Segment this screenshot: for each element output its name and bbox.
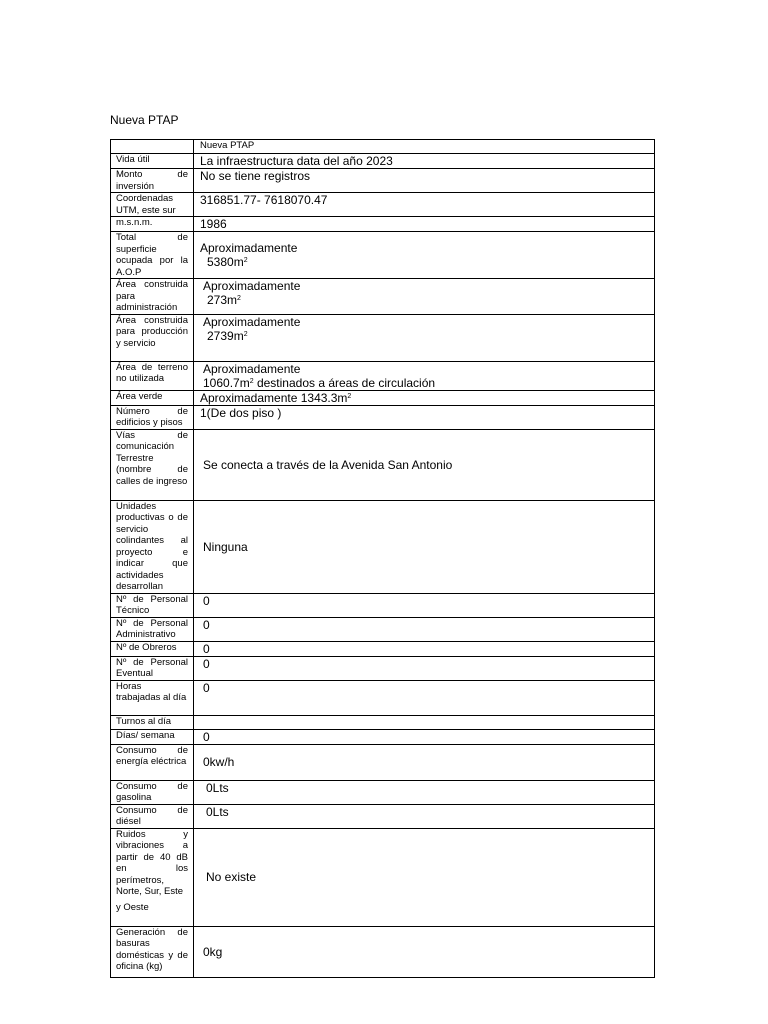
row-value: Se conecta a través de la Avenida San Antonio [194,429,655,500]
value-line: Aproximadamente [203,279,301,293]
row-value: 0Lts [194,804,655,828]
row-value: La infraestructura data del año 2023 [194,154,655,169]
value-text: destinados a áreas de circulación [253,375,436,390]
superscript: 2 [347,392,352,400]
superscript: 2 [237,295,241,302]
value-line: Aproximadamente [203,361,301,376]
row-label: Área construida para administración [111,279,194,315]
row-value: Ninguna [194,500,655,593]
table-row [111,715,655,729]
row-value [194,715,655,729]
table-row [111,804,655,828]
row-label: Nº de Personal Técnico [111,593,194,617]
table-row [111,656,655,680]
row-label: Consumo de diésel [111,804,194,828]
row-value: 1986 [194,217,655,232]
row-value [194,279,655,315]
row-value: 0Lts [194,780,655,804]
value-text: 5380m [207,255,244,269]
row-label: Total de superficie ocupada por la A.O.P [111,232,194,279]
row-value [194,390,655,405]
row-label: Consumo de gasolina [111,780,194,804]
row-value [194,314,655,361]
table-row [111,617,655,641]
row-label: Generación de basuras domésticas y de oficina (kg) [111,926,194,977]
table-row [111,405,655,429]
table-row [111,169,655,193]
row-value: 0kw/h [194,744,655,780]
table-row [111,828,655,926]
ptap-info-table [110,139,655,978]
table-row [111,780,655,804]
superscript: 2 [243,330,248,338]
row-value: 0 [194,680,655,715]
row-label: Consumo de energía eléctrica [111,744,194,780]
table-row [111,390,655,405]
table-row [111,193,655,217]
row-label-text: y Oeste [116,901,149,913]
row-label: Horas trabajadas al día [111,680,194,715]
row-value: No se tiene registros [194,169,655,193]
row-value: 0kg [194,926,655,977]
table-row [111,680,655,715]
value-text: 1060.7m [203,375,250,390]
value-text: 273m [207,293,238,307]
page-title: Nueva PTAP [110,113,179,127]
value-line [200,255,654,269]
row-label: Coordenadas UTM, este sur [111,193,194,217]
row-label: Área de terreno no utilizada [111,361,194,390]
row-value: 0 [194,729,655,744]
value-line [203,293,654,307]
row-label: m.s.n.m. [111,217,194,232]
table-row [111,217,655,232]
row-label [111,828,194,926]
row-value: 1(De dos piso ) [194,405,655,429]
row-value: 0 [194,641,655,656]
superscript: 2 [249,377,254,385]
row-label: Turnos al día [111,715,194,729]
row-value: 0 [194,617,655,641]
table-row [111,361,655,390]
row-label: Monto de inversión [111,169,194,193]
row-label: Nº de Obreros [111,641,194,656]
row-label: Área construida para producción y servicio [111,314,194,361]
table-row [111,500,655,593]
row-value [194,361,655,390]
value-line: Aproximadamente [200,241,298,255]
value-text: 2739m [207,328,244,343]
value-line: Aproximadamente [203,314,301,329]
table-row [111,926,655,977]
row-label: Unidades productivas o de servicio colindantes al proyecto e indicar que actividades desarrollan [111,500,194,593]
row-label: Área verde [111,390,194,405]
row-label: Vías de comunicación Terrestre (nombre de calles de ingreso [111,429,194,500]
table-row [111,729,655,744]
table-header-row [111,140,655,154]
row-label: Número de edificios y pisos [111,405,194,429]
row-label-text: Ruidos y vibraciones a partir de 40 dB en los perímetros, Norte, Sur, Este [116,828,188,897]
table-row [111,641,655,656]
table-row [111,154,655,169]
table-row [111,232,655,279]
table-header-label: Nueva PTAP [194,140,655,154]
header-empty-cell [111,140,194,154]
value-line [203,376,654,390]
table-row [111,593,655,617]
row-value: 0 [194,656,655,680]
row-label: Nº de Personal Eventual [111,656,194,680]
value-line [203,329,654,343]
row-label: Nº de Personal Administrativo [111,617,194,641]
row-value: No existe [194,828,655,926]
table-row [111,429,655,500]
table-row [111,744,655,780]
row-label: Días/ semana [111,729,194,744]
row-value: 0 [194,593,655,617]
row-value: 316851.77- 7618070.47 [194,193,655,217]
row-value [194,232,655,279]
superscript: 2 [243,257,248,264]
value-text: Aproximadamente 1343.3m [200,390,348,405]
table-row [111,314,655,361]
table-row [111,279,655,315]
row-label: Vida útil [111,154,194,169]
